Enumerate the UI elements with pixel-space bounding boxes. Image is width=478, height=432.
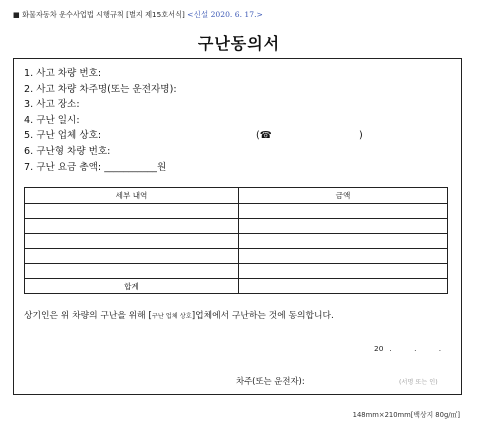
field-label: 7. 구난 요금 총액: ___________원 (24, 161, 167, 173)
total-value[interactable] (239, 279, 448, 294)
paper-size-note: 148mm×210mm[백상지 80g/㎡] (352, 411, 460, 419)
field-label: 6. 구난형 차량 번호: (24, 145, 111, 157)
consent-text-before: 상기인은 위 차량의 구난을 위해 [ (24, 311, 152, 321)
table-row (25, 204, 448, 219)
signer-label: 차주(또는 운전자): (236, 376, 305, 386)
table-cell[interactable] (25, 204, 239, 219)
column-header-details: 세부 내역 (25, 188, 239, 204)
field-total-fee (24, 160, 177, 176)
document-title: 구난동의서 (197, 34, 281, 53)
field-owner-name (24, 82, 177, 98)
amendment-note: <신설 2020. 6. 17.> (187, 10, 263, 19)
company-name-placeholder: 구난 업체 상호 (151, 313, 192, 320)
field-label: 4. 구난 일시: (24, 114, 80, 126)
form-box (13, 58, 462, 395)
field-rescue-company (24, 128, 363, 144)
table-cell[interactable] (239, 219, 448, 234)
table-cell[interactable] (239, 249, 448, 264)
form-header-text: ■ 화물자동차 운수사업법 시행규칙 [별지 제15호서식] (13, 10, 185, 19)
field-label: 1. 사고 차량 번호: (24, 68, 102, 79)
field-list (24, 66, 363, 175)
table-row (25, 264, 448, 279)
table-cell[interactable] (239, 264, 448, 279)
field-label: 5. 구난 업체 상호: (24, 130, 102, 142)
signature-hint: (서명 또는 인) (399, 379, 438, 386)
table-cell[interactable] (239, 204, 448, 219)
table-row (25, 249, 448, 264)
field-label: 2. 사고 차량 차주명(또는 운전자명): (24, 83, 177, 95)
field-accident-location (24, 97, 177, 113)
field-label: 3. 사고 장소: (24, 99, 80, 111)
phone-field (256, 128, 363, 144)
table-cell[interactable] (25, 219, 239, 234)
table-header-row (25, 188, 448, 204)
table-row (25, 234, 448, 249)
field-tow-vehicle-number (24, 144, 177, 160)
date-year-prefix: 20 (374, 344, 384, 353)
table-cell[interactable] (239, 234, 448, 249)
table-total-row (25, 279, 448, 294)
table-cell[interactable] (25, 249, 239, 264)
date-line (374, 344, 451, 353)
date-dots: . . . (389, 344, 452, 353)
total-label: 합계 (25, 279, 239, 294)
field-accident-vehicle-number (24, 66, 177, 82)
details-table (24, 187, 448, 294)
table-cell[interactable] (25, 264, 239, 279)
table-row (25, 219, 448, 234)
phone-close: ) (359, 130, 363, 142)
form-header (13, 9, 263, 20)
phone-icon: (☎ (256, 130, 272, 142)
consent-statement (24, 308, 334, 321)
consent-text-after: ]업체에서 구난하는 것에 동의합니다. (191, 311, 334, 321)
table-cell[interactable] (25, 234, 239, 249)
column-header-amount: 금액 (239, 188, 448, 204)
field-rescue-datetime (24, 113, 177, 129)
